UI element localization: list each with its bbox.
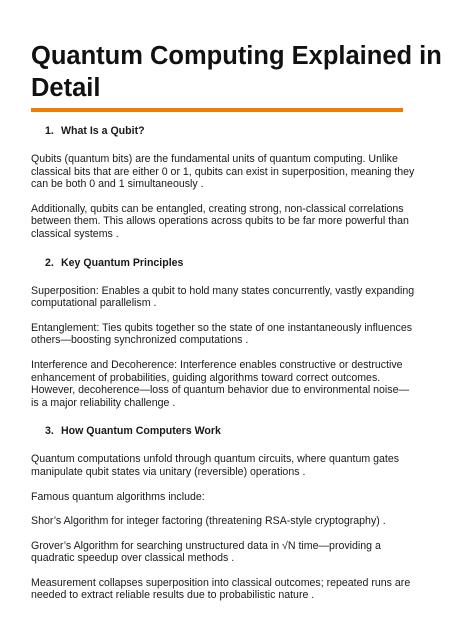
section-title: What Is a Qubit? [61, 125, 145, 137]
section-heading [45, 424, 415, 438]
section-heading [45, 124, 415, 138]
document-title: Quantum Computing Explained in Detail [31, 42, 442, 102]
section-title: How Quantum Computers Work [61, 425, 221, 438]
section-title: Key Quantum Principles [61, 256, 184, 269]
paragraph: Grover’s Algorithm for searching unstructured data in √N time—providing a quadratic speedup over classical methods . [31, 539, 381, 565]
paragraph: Famous quantum algorithms include: [31, 490, 205, 503]
paragraph: Interference and Decoherence: Interference enables constructive or destructive enhancement of probabilities, guiding algorithms toward correct outcomes. However, decoherence—loss of quantum behavior due to environmental noise—is a major reliability challenge . [31, 358, 410, 409]
title-divider [31, 108, 403, 112]
section-number: 2. [45, 256, 54, 269]
paragraph: Entanglement: Ties qubits together so the state of one instantaneously influences others—boosting synchronized computations . [31, 321, 413, 347]
paragraph: Qubits (quantum bits) are the fundamental units of quantum computing. Unlike classical bits that are either 0 or 1, qubits can exist in superposition, meaning they can be both 0 and 1 simultaneously . [31, 153, 415, 191]
paragraph: Shor’s Algorithm for integer factoring (threatening RSA-style cryptography) . [31, 515, 386, 528]
paragraph: Measurement collapses superposition into classical outcomes; repeated runs are needed to extract reliable results due to probabilistic nature . [31, 576, 411, 602]
paragraph: Superposition: Enables a qubit to hold many states concurrently, vastly expanding computational parallelism . [31, 284, 415, 310]
paragraph: Quantum computations unfold through quantum circuits, where quantum gates manipulate qubit states via unitary (reversible) operations . [31, 453, 400, 478]
section-number: 3. [45, 425, 54, 438]
section-heading [45, 256, 415, 270]
section-number: 1. [45, 125, 54, 137]
paragraph: Additionally, qubits can be entangled, creating strong, non-classical correlations between them. This allows operations across qubits to be far more powerful than classical systems . [31, 202, 409, 240]
document-body [31, 124, 415, 602]
